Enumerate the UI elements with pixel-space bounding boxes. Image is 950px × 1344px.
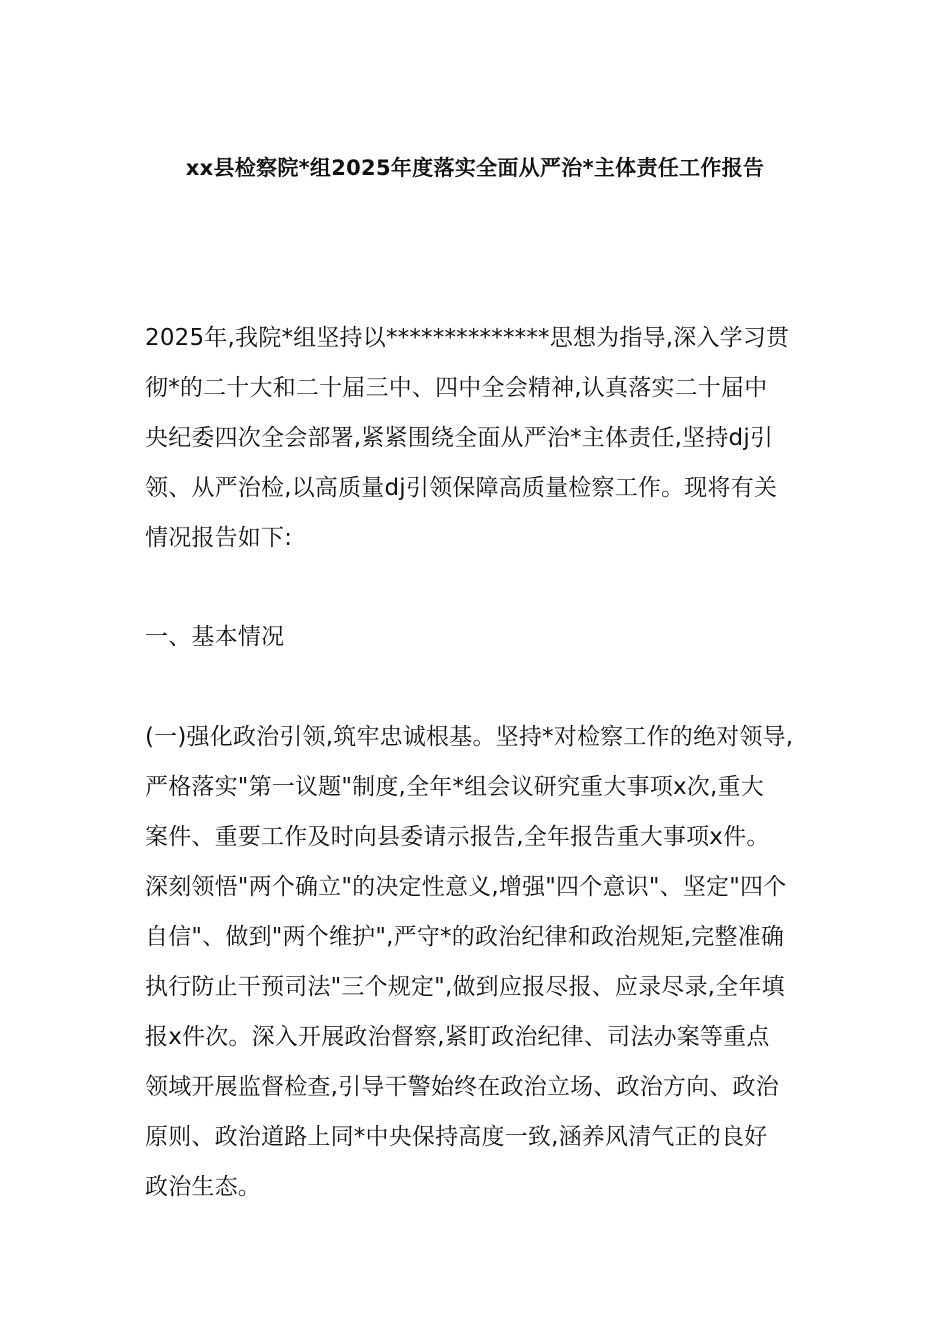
text-line: 自信"、做到"两个维护",严守*的政治纪律和政治规矩,完整准确	[145, 924, 785, 950]
text-line: 案件、重要工作及时向县委请示报告,全年报告重大事项x件。	[145, 824, 770, 850]
text-line: 情况报告如下:	[145, 525, 293, 551]
text-line: 领、从严治检,以高质量dj引领保障高质量检察工作。现将有关	[145, 475, 778, 501]
text-line: 深刻领悟"两个确立"的决定性意义,增强"四个意识"、坚定"四个	[145, 874, 787, 900]
text-line: 原则、政治道路上同*中央保持高度一致,涵养风清气正的良好	[145, 1124, 768, 1150]
text-line: 政治生态。	[145, 1174, 261, 1200]
document-title: xx县检察院*组2025年度落实全面从严治*主体责任工作报告	[185, 156, 765, 180]
text-line: 央纪委四次全会部署,紧紧围绕全面从严治*主体责任,坚持dj引	[145, 425, 774, 451]
text-line: 严格落实"第一议题"制度,全年*组会议研究重大事项x次,重大	[145, 774, 764, 800]
section-heading-text: 一、基本情况	[145, 624, 285, 650]
intro-paragraph	[145, 313, 810, 563]
text-line: 报x件次。深入开展政治督察,紧盯政治纪律、司法办案等重点	[145, 1024, 770, 1050]
section-heading	[145, 612, 810, 662]
text-line: 领域开展监督检查,引导干警始终在政治立场、政治方向、政治	[145, 1074, 779, 1100]
text-line: 彻*的二十大和二十届三中、四中全会精神,认真落实二十届中	[145, 375, 768, 401]
text-line: 执行防止干预司法"三个规定",做到应报尽报、应录尽录,全年填	[145, 974, 785, 1000]
section1-paragraph	[145, 712, 810, 1212]
text-line: 2025年,我院*组坚持以**************思想为指导,深入学习贯	[145, 325, 790, 351]
text-line: (一)强化政治引领,筑牢忠诚根基。坚持*对检察工作的绝对领导,	[145, 724, 794, 750]
